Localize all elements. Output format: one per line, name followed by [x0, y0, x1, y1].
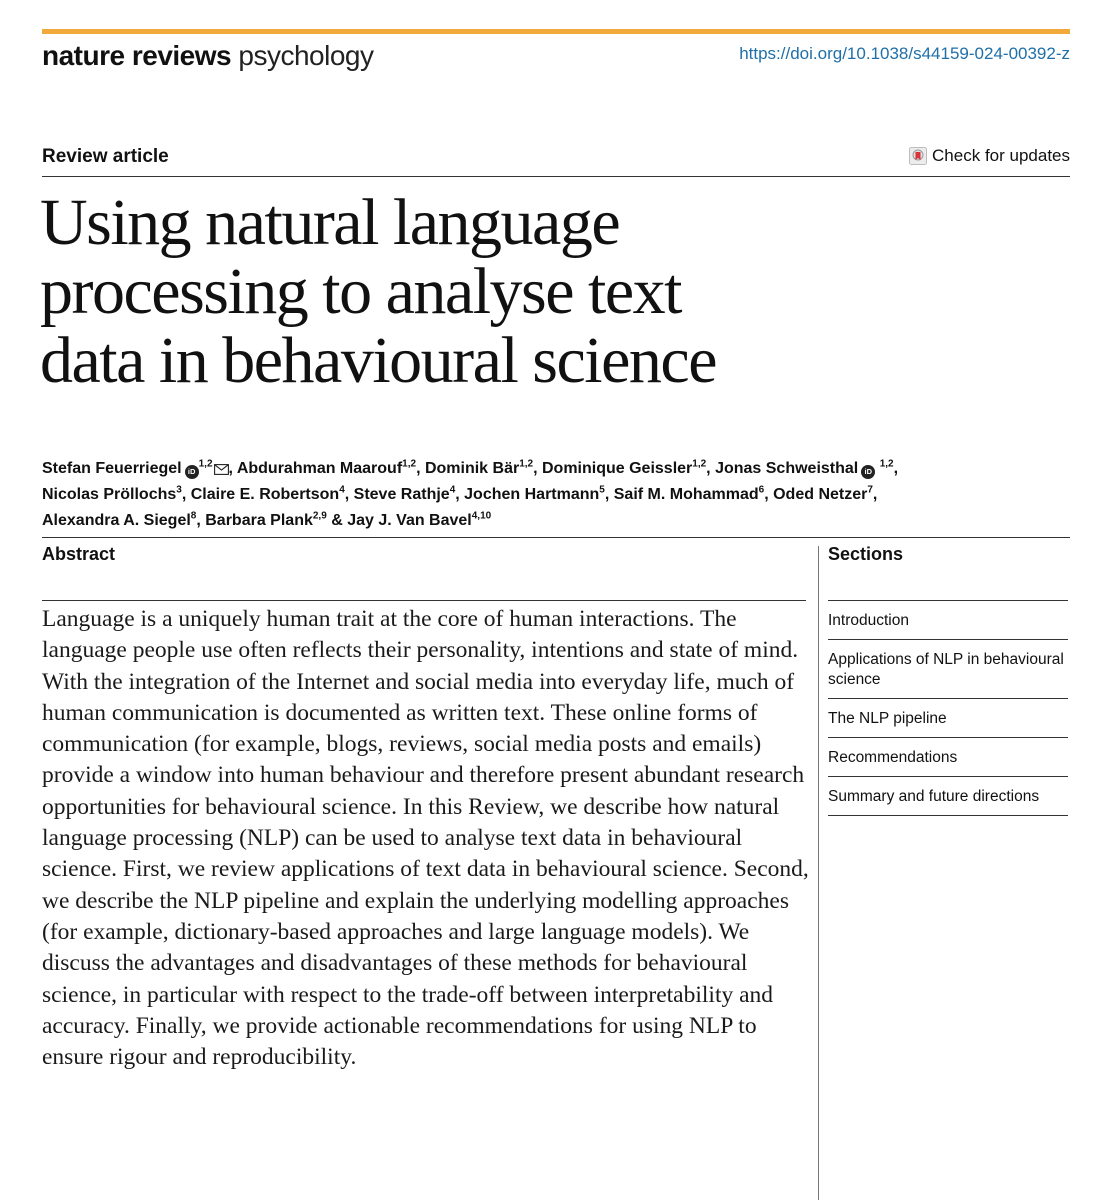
affiliation-number: 2,9	[312, 510, 327, 522]
authors-divider	[42, 537, 1070, 538]
author-name[interactable]: Nicolas Pröllochs$^3$	[42, 484, 182, 503]
header-divider	[42, 176, 1070, 177]
journal-name-bold: nature reviews	[42, 40, 232, 71]
author-separator: ,	[764, 486, 774, 503]
author-separator: ,	[872, 486, 878, 503]
author-separator: ,	[893, 460, 899, 477]
sections-heading: Sections	[828, 544, 904, 564]
abstract-heading: Abstract	[42, 544, 116, 564]
affiliation-number: 4,10	[471, 510, 492, 522]
title-line: Using natural language	[40, 186, 620, 259]
author-name[interactable]: Jay J. Van Bavel$^{4,10}$	[347, 510, 492, 529]
author-separator: ,	[196, 512, 206, 529]
author-name[interactable]: Barbara Plank$^{2,9}$	[205, 510, 327, 529]
author-separator: &	[326, 512, 348, 529]
author-separator: ,	[706, 460, 716, 477]
affiliation-number: 1,2	[879, 458, 894, 470]
author-separator: ,	[181, 486, 191, 503]
author-separator: ,	[533, 460, 542, 477]
article-type: Review article	[42, 146, 169, 167]
author-list	[42, 456, 1070, 534]
affiliation-number: 6	[758, 484, 765, 496]
check-for-updates-button[interactable]	[909, 146, 1070, 166]
doi-link[interactable]: https://doi.org/10.1038/s44159-024-00392-z	[739, 44, 1070, 63]
author-name[interactable]: Stefan Feuerriegel iD$^{1,2}$	[42, 460, 229, 477]
check-for-updates-label: Check for updates	[932, 146, 1070, 165]
author-separator: ,	[455, 486, 465, 503]
author-separator: ,	[344, 486, 354, 503]
journal-name	[42, 40, 373, 72]
journal-accent-bar	[42, 29, 1070, 34]
author-name[interactable]: Jonas Schweisthal iD $^{1,2}$	[715, 458, 894, 477]
author-name[interactable]: Dominique Geissler$^{1,2}$	[542, 458, 707, 477]
affiliation-number: 4	[449, 484, 456, 496]
section-link-applications[interactable]: Applications of NLP in behavioural science	[828, 640, 1068, 699]
affiliation-number: 4	[339, 484, 345, 496]
affiliation-number: 1,2	[402, 458, 417, 470]
section-link-summary[interactable]: Summary and future directions	[828, 777, 1068, 816]
affiliation-number: 1,2	[519, 458, 534, 470]
sections-nav	[828, 600, 1068, 816]
affiliation-number: 5	[599, 484, 605, 496]
author-line	[42, 456, 1070, 482]
abstract-divider	[42, 600, 806, 601]
section-link-nlp-pipeline[interactable]: The NLP pipeline	[828, 699, 1068, 738]
journal-name-light: psychology	[231, 40, 374, 71]
affiliation-number: 1,2	[198, 458, 213, 470]
column-divider	[818, 546, 819, 1200]
author-name[interactable]: Dominik Bär$^{1,2}$	[424, 458, 534, 477]
author-separator: ,	[228, 460, 237, 477]
affiliation-number: 7	[867, 484, 873, 496]
author-name[interactable]: Claire E. Robertson$^4$	[190, 484, 345, 503]
mail-icon[interactable]	[214, 464, 229, 475]
author-name[interactable]: Oded Netzer$^7$	[773, 484, 873, 503]
section-link-introduction[interactable]: Introduction	[828, 601, 1068, 640]
affiliation-number: 3	[176, 484, 182, 496]
author-name[interactable]: Steve Rathje$^4$	[353, 484, 456, 503]
title-line: processing to analyse text	[40, 255, 681, 328]
author-name[interactable]: Jochen Hartmann$^5$	[464, 484, 605, 503]
author-line	[42, 482, 1070, 508]
author-name[interactable]: Alexandra A. Siegel$^8$	[42, 510, 197, 529]
author-separator: ,	[604, 486, 614, 503]
author-separator: ,	[416, 460, 425, 477]
orcid-icon[interactable]: iD	[861, 465, 875, 479]
section-link-recommendations[interactable]: Recommendations	[828, 738, 1068, 777]
abstract-text: Language is a uniquely human trait at the core of human interactions. The language people use often reflects their personality, intentions and state of mind. With the integration of the Internet and social media into everyday life, much of human communication is documented as written text. These online forms of communication (for example, blogs, reviews, social media posts and emails) provide a window into human behaviour and therefore present abundant research opportunities for behavioural science. In this Review, we describe how natural language processing (NLP) can be used to analyse text data in behavioural science. First, we review applications of text data in behavioural science. Second, we describe the NLP pipeline and explain the underlying modelling approaches (for example, dictionary-based approaches and large language models). We discuss the advantages and disadvantages of these methods for behavioural science, in particular with respect to the trade-off between interpretability and accuracy. Finally, we provide actionable recommendations for using NLP to ensure rigour and reproducibility.	[42, 606, 809, 1071]
affiliation-number: 1,2	[692, 458, 707, 470]
orcid-icon[interactable]: iD	[185, 465, 199, 479]
check-for-updates-icon	[909, 147, 927, 165]
author-name[interactable]: Abdurahman Maarouf$^{1,2}$	[236, 458, 417, 477]
affiliation-number: 8	[190, 510, 197, 522]
article-title	[40, 188, 1040, 395]
title-line: data in behavioural science	[40, 324, 716, 397]
author-line	[42, 508, 1070, 534]
author-name[interactable]: Saif M. Mohammad$^6$	[613, 484, 765, 503]
